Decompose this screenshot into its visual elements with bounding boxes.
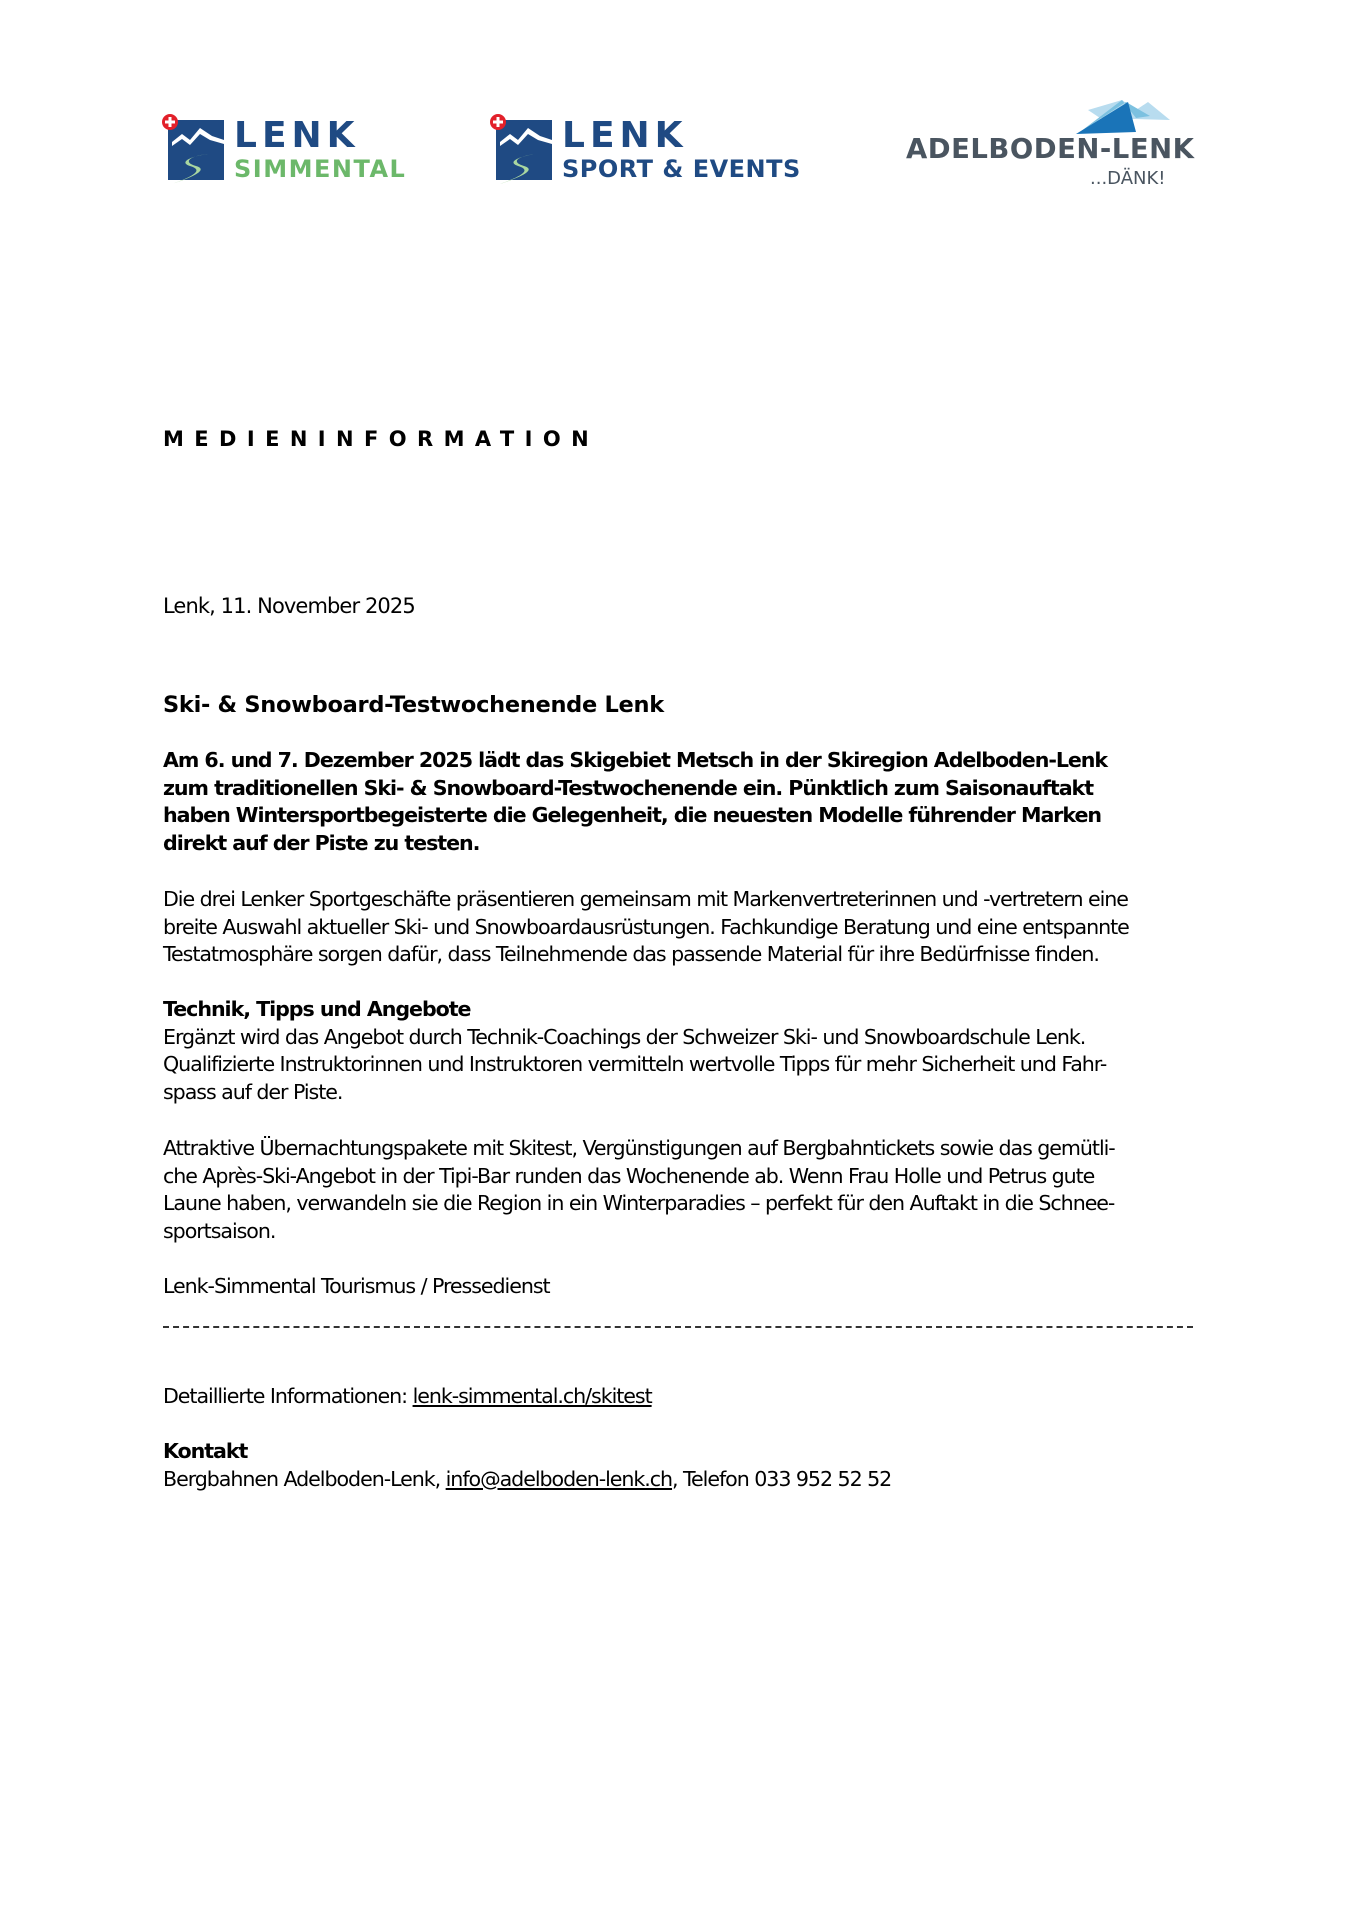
paragraph-line: Laune haben, verwandeln sie die Region in ein Winterparadies – perfekt für den Auftakt in die Schnee- [163,1191,1115,1215]
lead-line: zum traditionellen Ski- & Snowboard-Testwochenende ein. Pünktlich zum Saisonauftakt [163,775,1093,800]
adelboden-lenk-logo [900,96,1200,196]
logo2-title: LENK [562,115,688,156]
headline: Ski- & Snowboard-Testwochenende Lenk [163,692,664,718]
lead-line: Am 6. und 7. Dezember 2025 lädt das Skigebiet Metsch in der Skiregion Adelboden-Lenk [163,748,1108,772]
contact-email-link[interactable]: info@adelboden-lenk.ch [445,1466,673,1491]
dashed-divider [163,1326,1193,1328]
signature: Lenk-Simmental Tourismus / Pressedienst [163,1274,550,1298]
paragraph-shops [163,886,1243,969]
dateline: Lenk, 11. November 2025 [163,594,415,618]
contact-prefix: Bergbahnen Adelboden-Lenk, [163,1466,446,1491]
paragraph-line: che Après-Ski-Angebot in der Tipi-Bar runden das Wochenende ab. Wenn Frau Holle und Petrus gute [163,1163,1095,1188]
paragraph-offers [163,1135,1243,1245]
logo3-tagline: ...DÄNK! [1090,168,1166,189]
logo3-title: ADELBODEN-LENK [906,133,1195,165]
lenk-simmental-logo [160,112,430,192]
mountain-peaks-icon [1076,100,1170,134]
info-link[interactable]: lenk-simmental.ch/skitest [412,1384,652,1408]
contact-section [163,1438,891,1493]
paragraph-line: Ergänzt wird das Angebot durch Technik-Coachings der Schweizer Ski- und Snowboardschule Lenk. [163,1024,1086,1049]
lenk-mountain-emblem-icon [162,114,224,184]
info-line [163,1383,652,1411]
lenk-mountain-emblem-icon [490,114,552,184]
logo1-subtitle: SIMMENTAL [234,155,407,183]
contact-heading: Kontakt [163,1439,248,1463]
logo2-subtitle: SPORT & EVENTS [562,155,801,183]
paragraph-line: sportsaison. [163,1218,276,1243]
document-type-title: MEDIENINFORMATION [163,427,600,451]
contact-phone: , Telefon 033 952 52 52 [672,1466,892,1491]
paragraph-line: Die drei Lenker Sportgeschäfte präsentieren gemeinsam mit Markenvertreterinnen und -vertretern eine [163,887,1128,911]
lead-paragraph [163,747,1233,857]
section-subheading: Technik, Tipps und Angebote [163,997,471,1021]
paragraph-line: breite Auswahl aktueller Ski- und Snowboardausrüstungen. Fachkundige Beratung und eine entspannte [163,914,1129,939]
section-technik [163,996,1243,1106]
lead-line: haben Wintersportbegeisterte die Gelegenheit, die neuesten Modelle führender Marken [163,803,1102,827]
contact-line [163,1466,891,1494]
paragraph-line: Attraktive Übernachtungspakete mit Skitest, Vergünstigungen auf Bergbahntickets sowie das gemütli- [163,1136,1115,1160]
paragraph-line: Qualifizierte Instruktorinnen und Instruktoren vermitteln wertvolle Tipps für mehr Sicherheit und Fahr- [163,1052,1107,1076]
paragraph-line: Testatmosphäre sorgen dafür, dass Teilnehmende das passende Material für ihre Bedürfnisse finden. [163,942,1099,966]
lead-line: direkt auf der Piste zu testen. [163,830,480,855]
info-label: Detaillierte Informationen: [163,1384,413,1408]
lenk-sport-events-logo [488,112,808,192]
paragraph-line: spass auf der Piste. [163,1079,343,1104]
logo1-title: LENK [234,115,360,156]
